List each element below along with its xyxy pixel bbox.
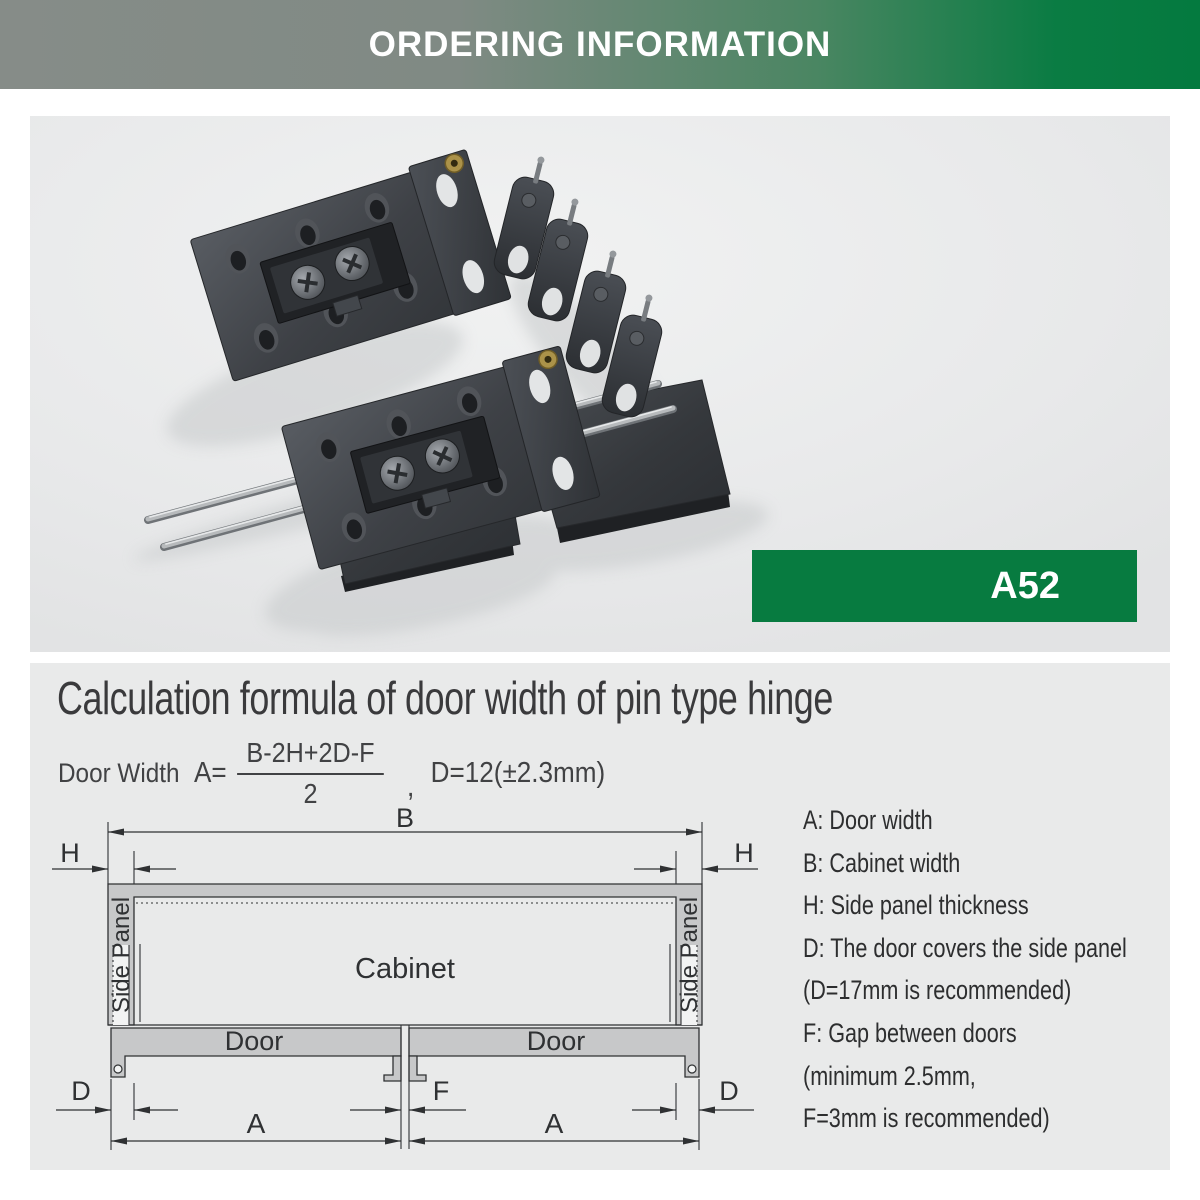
dimension-lines	[52, 832, 758, 1141]
dim-label-a: A	[246, 1108, 266, 1139]
legend-item-h: H: Side panel thickness	[803, 890, 1029, 921]
formula-separator: ,	[406, 769, 415, 803]
legend	[803, 799, 1127, 1140]
dim-label-d: D	[71, 1076, 91, 1106]
extension-lines	[108, 822, 702, 1150]
dimension-diagram	[45, 803, 805, 1163]
door-width-formula	[58, 737, 605, 810]
model-badge	[752, 550, 1137, 622]
legend-item-d: D: The door covers the side panel	[803, 932, 1127, 963]
dim-label-d: D	[719, 1076, 739, 1106]
model-label: A52	[990, 564, 1060, 607]
dim-label-h: H	[734, 838, 754, 868]
door-pivot-pin	[114, 1065, 122, 1073]
door-pivot-pin	[688, 1065, 696, 1073]
fraction-denominator: 2	[237, 773, 383, 810]
legend-item-f-note1: (minimum 2.5mm,	[803, 1060, 976, 1091]
legend-item-f-note2: F=3mm is recommended)	[803, 1103, 1050, 1134]
door-edge-profile	[384, 1056, 401, 1081]
fraction-numerator: B-2H+2D-F	[246, 737, 375, 768]
header-banner	[0, 0, 1200, 89]
formula-fraction	[237, 737, 383, 810]
formula-d-value: D=12(±2.3mm)	[430, 757, 606, 789]
dim-label-f: F	[432, 1076, 450, 1106]
dim-label-b: B	[395, 803, 415, 833]
legend-item-a: A: Door width	[803, 805, 933, 835]
legend-item-b: B: Cabinet width	[803, 847, 961, 878]
dim-label-h: H	[60, 838, 80, 868]
door-label: Door	[526, 1026, 586, 1056]
dimension-arrowheads	[92, 829, 718, 1145]
legend-item-f: F: Gap between doors	[803, 1017, 1017, 1048]
calculation-section	[30, 663, 1170, 1170]
door-edge-profile	[409, 1056, 426, 1081]
product-photo-panel	[30, 116, 1170, 652]
door-label: Door	[224, 1026, 284, 1056]
formula-variable: A=	[193, 757, 227, 789]
cabinet-label: Cabinet	[355, 953, 455, 985]
formula-lhs: Door Width	[58, 758, 180, 788]
page-title: ORDERING INFORMATION	[368, 24, 832, 64]
legend-item-d-note: (D=17mm is recommended)	[803, 975, 1072, 1006]
side-panel-label: Side Panel	[676, 896, 703, 1014]
side-panel-label: Side Panel	[108, 896, 135, 1014]
dim-label-a: A	[544, 1108, 564, 1139]
section-title: Calculation formula of door width of pin type hinge	[57, 672, 833, 724]
